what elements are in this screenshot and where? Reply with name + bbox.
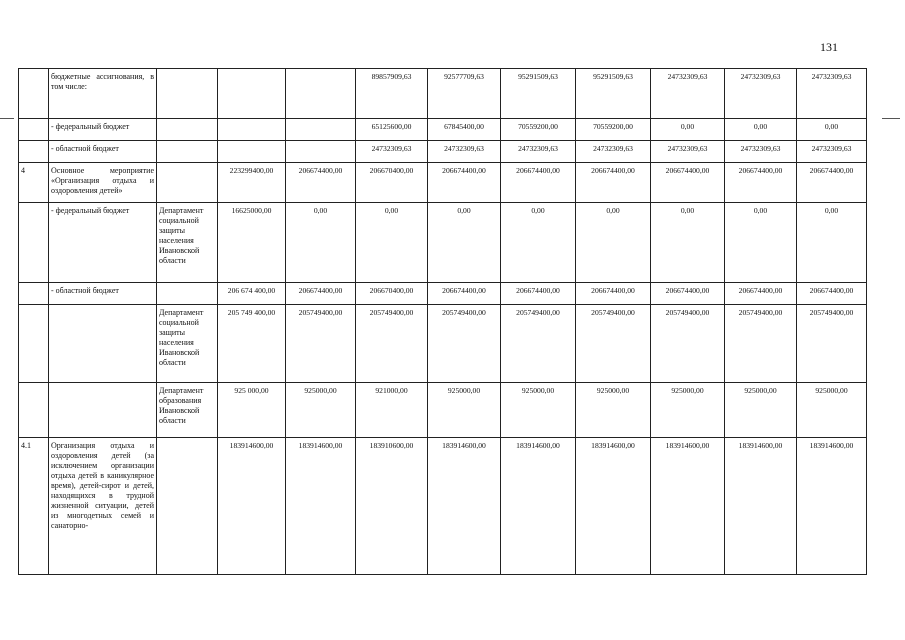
row-value: 183910600,00 <box>356 438 428 575</box>
row-index: 4.1 <box>19 438 49 575</box>
row-value <box>218 141 286 163</box>
table-row <box>19 141 867 163</box>
row-value: 70559200,00 <box>576 119 651 141</box>
row-value: 206674400,00 <box>725 283 797 305</box>
row-value: 183914600,00 <box>501 438 576 575</box>
row-value: 205749400,00 <box>651 305 725 383</box>
row-value: 205749400,00 <box>286 305 356 383</box>
row-executor <box>157 119 218 141</box>
row-index <box>19 141 49 163</box>
row-description: - федеральный бюджет <box>49 119 157 141</box>
row-value: 205749400,00 <box>501 305 576 383</box>
budget-table <box>18 68 867 575</box>
row-value: 70559200,00 <box>501 119 576 141</box>
row-value: 0,00 <box>501 203 576 283</box>
margin-mark-right <box>882 118 900 119</box>
row-executor <box>157 163 218 203</box>
row-value: 206674400,00 <box>576 163 651 203</box>
row-description: Организация отдыха и оздоровления детей (за исключением организации отдыха детей в каникулярное время), детей-сирот и детей, находящихся в трудной жизненной ситуации, детей из многодетных семей и санаторно- <box>49 438 157 575</box>
row-value: 24732309,63 <box>651 69 725 119</box>
row-description <box>49 383 157 438</box>
row-value: 95291509,63 <box>501 69 576 119</box>
row-value: 24732309,63 <box>356 141 428 163</box>
row-index <box>19 119 49 141</box>
row-index <box>19 283 49 305</box>
row-index: 4 <box>19 163 49 203</box>
row-value: 205749400,00 <box>356 305 428 383</box>
row-index <box>19 305 49 383</box>
row-value: 0,00 <box>797 203 867 283</box>
table-row <box>19 283 867 305</box>
row-value: 0,00 <box>651 119 725 141</box>
row-executor: Департамент социальной защиты населения Ивановской области <box>157 203 218 283</box>
row-value: 206674400,00 <box>725 163 797 203</box>
row-value: 183914600,00 <box>218 438 286 575</box>
row-value: 0,00 <box>797 119 867 141</box>
row-description <box>49 305 157 383</box>
row-value: 183914600,00 <box>797 438 867 575</box>
row-value: 183914600,00 <box>576 438 651 575</box>
row-description: Основное мероприятие «Организация отдыха и оздоровления детей» <box>49 163 157 203</box>
row-value: 925 000,00 <box>218 383 286 438</box>
row-index <box>19 203 49 283</box>
row-value: 24732309,63 <box>797 141 867 163</box>
row-value: 24732309,63 <box>797 69 867 119</box>
row-value: 0,00 <box>725 119 797 141</box>
row-value: 24732309,63 <box>428 141 501 163</box>
row-value: 206674400,00 <box>797 283 867 305</box>
row-value: 925000,00 <box>286 383 356 438</box>
table-row <box>19 119 867 141</box>
table-row <box>19 383 867 438</box>
row-value: 183914600,00 <box>725 438 797 575</box>
row-executor <box>157 141 218 163</box>
row-value: 183914600,00 <box>428 438 501 575</box>
row-value: 205749400,00 <box>797 305 867 383</box>
row-value: 183914600,00 <box>286 438 356 575</box>
row-value <box>218 69 286 119</box>
table-row <box>19 69 867 119</box>
table-row <box>19 203 867 283</box>
row-value: 206674400,00 <box>576 283 651 305</box>
row-value: 206674400,00 <box>651 283 725 305</box>
row-value: 24732309,63 <box>576 141 651 163</box>
row-executor <box>157 438 218 575</box>
table-row <box>19 438 867 575</box>
row-value: 0,00 <box>356 203 428 283</box>
row-value: 921000,00 <box>356 383 428 438</box>
row-index <box>19 69 49 119</box>
row-value <box>286 141 356 163</box>
row-value: 67845400,00 <box>428 119 501 141</box>
row-value: 24732309,63 <box>651 141 725 163</box>
row-value: 206674400,00 <box>428 283 501 305</box>
row-value: 206674400,00 <box>501 163 576 203</box>
row-value: 0,00 <box>651 203 725 283</box>
row-value: 65125600,00 <box>356 119 428 141</box>
row-value: 89857909,63 <box>356 69 428 119</box>
row-value: 925000,00 <box>428 383 501 438</box>
row-value: 206674400,00 <box>286 163 356 203</box>
row-value: 205749400,00 <box>428 305 501 383</box>
row-value: 206670400,00 <box>356 283 428 305</box>
row-value: 24732309,63 <box>725 141 797 163</box>
row-value: 206674400,00 <box>651 163 725 203</box>
row-value: 0,00 <box>576 203 651 283</box>
row-value: 205749400,00 <box>725 305 797 383</box>
row-value: 183914600,00 <box>651 438 725 575</box>
row-description: - областной бюджет <box>49 283 157 305</box>
row-value: 925000,00 <box>501 383 576 438</box>
row-description: бюджетные ассигнования, в том числе: <box>49 69 157 119</box>
row-value: 206670400,00 <box>356 163 428 203</box>
row-value: 206674400,00 <box>797 163 867 203</box>
row-value: 24732309,63 <box>501 141 576 163</box>
row-value <box>286 119 356 141</box>
row-value: 95291509,63 <box>576 69 651 119</box>
row-value: 206674400,00 <box>286 283 356 305</box>
row-value: 925000,00 <box>725 383 797 438</box>
row-value: 925000,00 <box>797 383 867 438</box>
row-executor: Департамент образования Ивановской области <box>157 383 218 438</box>
row-value: 0,00 <box>725 203 797 283</box>
row-value <box>218 119 286 141</box>
table-row <box>19 305 867 383</box>
row-executor: Департамент социальной защиты населения Ивановской области <box>157 305 218 383</box>
row-description: - федеральный бюджет <box>49 203 157 283</box>
row-value: 205749400,00 <box>576 305 651 383</box>
page-number: 131 <box>820 40 838 54</box>
row-value: 206 674 400,00 <box>218 283 286 305</box>
table-row <box>19 163 867 203</box>
row-value: 223299400,00 <box>218 163 286 203</box>
row-value: 0,00 <box>428 203 501 283</box>
row-value: 925000,00 <box>651 383 725 438</box>
margin-mark-left <box>0 118 14 119</box>
row-value: 16625000,00 <box>218 203 286 283</box>
row-executor <box>157 283 218 305</box>
row-value <box>286 69 356 119</box>
row-value: 92577709,63 <box>428 69 501 119</box>
row-index <box>19 383 49 438</box>
row-value: 206674400,00 <box>428 163 501 203</box>
row-value: 925000,00 <box>576 383 651 438</box>
row-executor <box>157 69 218 119</box>
row-value: 206674400,00 <box>501 283 576 305</box>
row-value: 24732309,63 <box>725 69 797 119</box>
row-description: - областной бюджет <box>49 141 157 163</box>
row-value: 205 749 400,00 <box>218 305 286 383</box>
row-value: 0,00 <box>286 203 356 283</box>
